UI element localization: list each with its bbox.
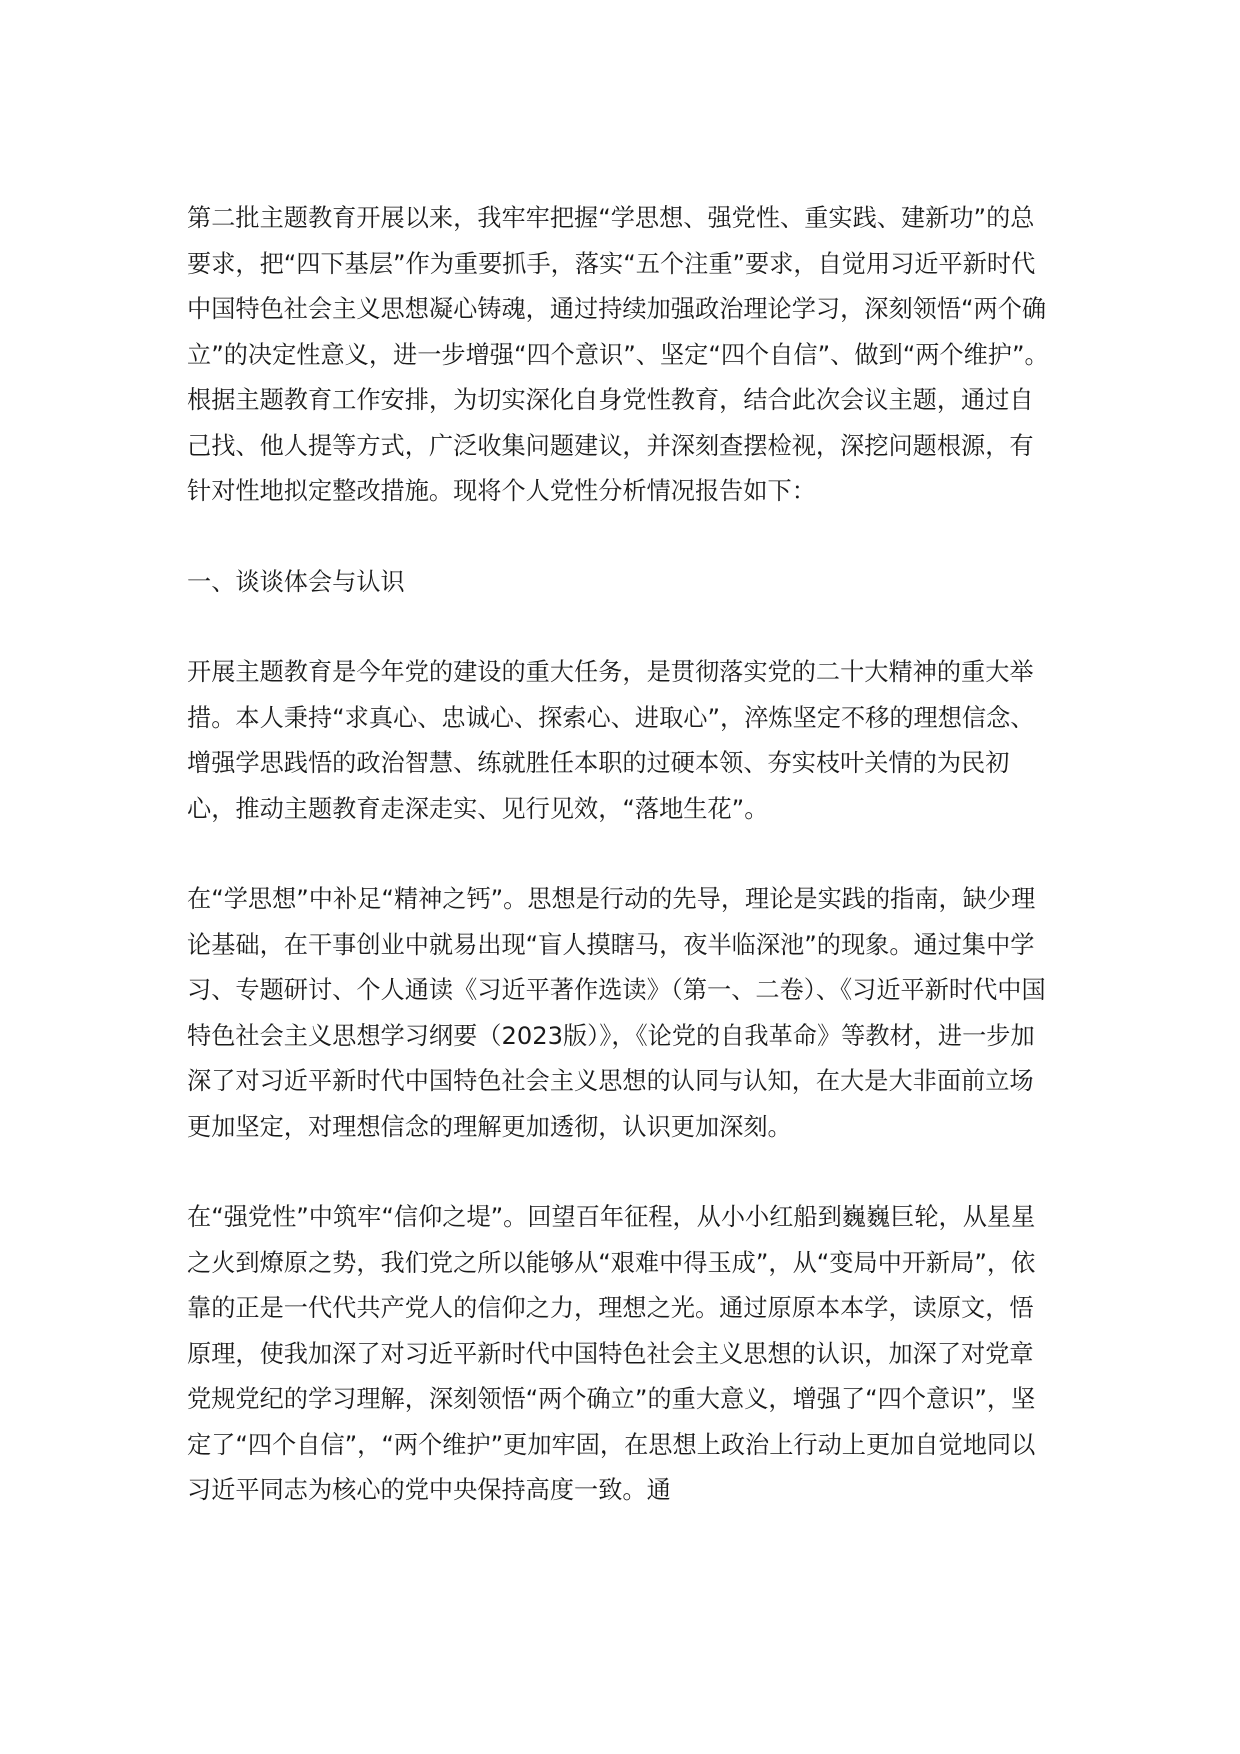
body-paragraph-1: 开展主题教育是今年党的建设的重大任务，是贯彻落实党的二十大精神的重大举措。本人秉持“求真心、忠诚心、探索心、进取心”，淬炼坚定不移的理想信念、增强学思践悟的政治智慧、练就胜任本职的过硬本领、夯实枝叶关情的为民初心，推动主题教育走深走实、见行见效，“落地生花”。 [187,658,1035,823]
body-paragraph-2: 在“学思想”中补足“精神之钙”。思想是行动的先导，理论是实践的指南，缺少理论基础，在干事创业中就易出现“盲人摸瞎马，夜半临深池”的现象。通过集中学习、专题研讨、个人通读《习近平著作选读》（第一、二卷）、《习近平新时代中国特色社会主义思想学习纲要（2023版）》，《论党的自我革命》等教材，进一步加深了对习近平新时代中国特色社会主义思想的认同与认知，在大是大非面前立场更加坚定，对理想信念的理解更加透彻，认识更加深刻。 [187,885,1046,1141]
document-page [187,196,1057,1514]
intro-paragraph: 第二批主题教育开展以来，我牢牢把握“学思想、强党性、重实践、建新功”的总要求，把“四下基层”作为重要抓手，落实“五个注重”要求，自觉用习近平新时代中国特色社会主义思想凝心铸魂，通过持续加强政治理论学习，深刻领悟“两个确立”的决定性意义，进一步增强“四个意识”、坚定“四个自信”、做到“两个维护”。根据主题教育工作安排，为切实深化自身党性教育，结合此次会议主题，通过自己找、他人提等方式，广泛收集问题建议，并深刻查摆检视，深挖问题根源，有针对性地拟定整改措施。现将个人党性分析情况报告如下： [187,204,1049,505]
body-paragraph-3: 在“强党性”中筑牢“信仰之堤”。回望百年征程，从小小红船到巍巍巨轮，从星星之火到燎原之势，我们党之所以能够从“艰难中得玉成”，从“变局中开新局”，依靠的正是一代代共产党人的信仰之力，理想之光。通过原原本本学，读原文，悟原理，使我加深了对习近平新时代中国特色社会主义思想的认识，加深了对党章党规党纪的学习理解，深刻领悟“两个确立”的重大意义，增强了“四个意识”，坚定了“四个自信”，“两个维护”更加牢固，在思想上政治上行动上更加自觉地同以习近平同志为核心的党中央保持高度一致。通 [187,1203,1036,1504]
section-heading-1: 一、谈谈体会与认识 [187,567,405,596]
